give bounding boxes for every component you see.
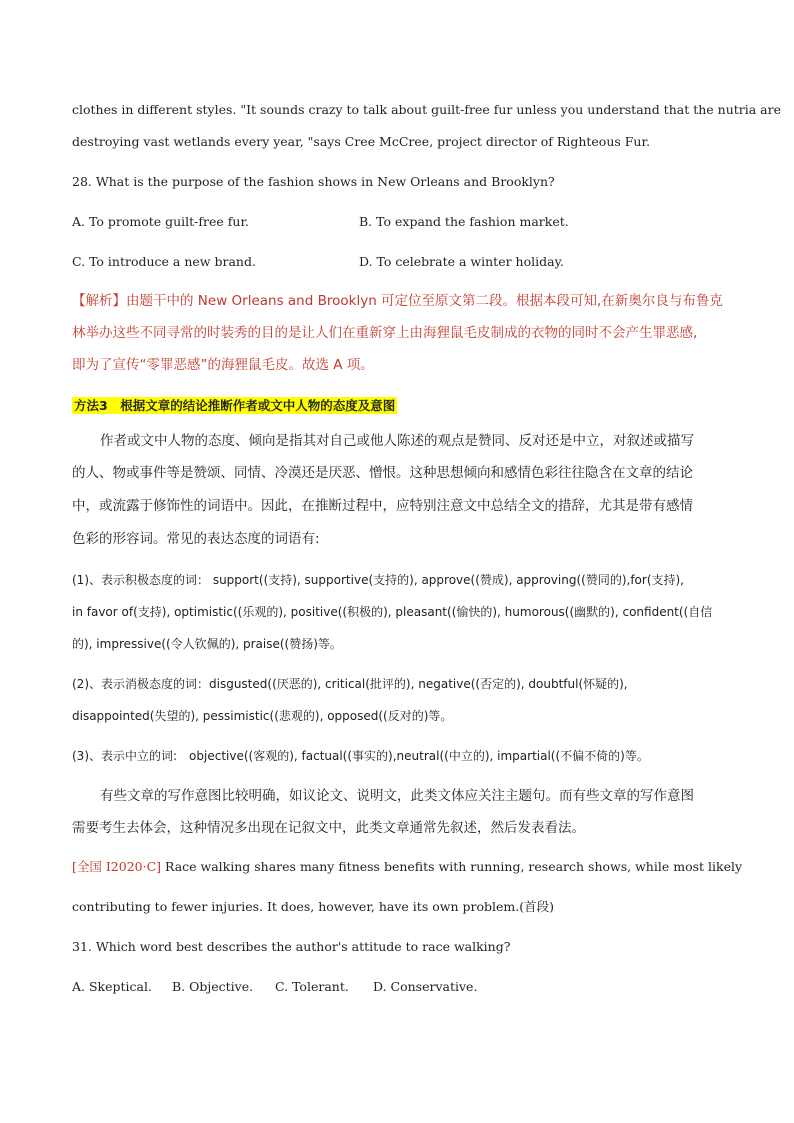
q28-option-c: C. To introduce a new brand. <box>72 254 256 269</box>
q31-option-a: A. Skeptical. <box>72 979 152 994</box>
intro-para-line-1: 作者或文中人物的态度、倾向是指其对自己或他人陈述的观点是赞同、反对还是中立，对叙述或描写 <box>100 433 694 449</box>
q28-option-b: B. To expand the fashion market. <box>359 214 569 229</box>
example-source: [全国 I2020·C] <box>72 859 162 874</box>
example-text-1: Race walking shares many fitness benefits with running, research shows, while most likely <box>161 859 743 874</box>
example-line-2: contributing to fewer injuries. It does, however, have its own problem.(首段) <box>72 899 554 914</box>
analysis-line-3: 即为了宣传“零罪恶感”的海狸鼠毛皮。故选 A 项。 <box>72 357 374 373</box>
analysis-tag: 【解析】 <box>72 293 126 309</box>
passage-line-2: destroying vast wetlands every year, "says Cree McCree, project director of Righteous Fur. <box>72 134 651 149</box>
analysis-line-1 <box>72 293 723 309</box>
q28-option-a: A. To promote guilt-free fur. <box>72 214 250 229</box>
intro-para-line-2: 的人、物或事件等是赞颂、同情、冷漠还是厌恶、憎恨。这种思想倾向和感情色彩往往隐含在文章的结论 <box>72 465 693 481</box>
intent-para-line-1: 有些文章的写作意图比较明确，如议论文、说明文，此类文体应关注主题句。而有些文章的写作意图 <box>100 788 694 804</box>
example-line-1 <box>72 859 742 875</box>
q31-option-c: C. Tolerant. <box>275 979 349 994</box>
intro-para-line-3: 中，或流露于修饰性的词语中。因此，在推断过程中，应特别注意文中总结全文的措辞，尤其是带有感情 <box>72 498 693 514</box>
intent-para-line-2: 需要考生去体会，这种情况多出现在记叙文中，此类文章通常先叙述，然后发表看法。 <box>72 820 585 836</box>
positive-words-line-3: 的), impressive((令人钦佩的), praise((赞扬)等。 <box>72 637 342 651</box>
q28-option-d: D. To celebrate a winter holiday. <box>359 254 564 269</box>
question-31: 31. Which word best describes the author's attitude to race walking? <box>72 939 511 954</box>
neutral-words: (3)、表示中立的词: objective((客观的), factual((事实的),neutral((中立的), impartial((不偏不倚的)等。 <box>72 749 649 763</box>
negative-words-line-1: (2)、表示消极态度的词：disgusted((厌恶的), critical(批评的), negative((否定的), doubtful(怀疑的), <box>72 677 628 691</box>
q31-option-b: B. Objective. <box>172 979 254 994</box>
method-3-heading: 方法3 根据文章的结论推断作者或文中人物的态度及意图 <box>74 398 396 413</box>
question-28: 28. What is the purpose of the fashion shows in New Orleans and Brooklyn? <box>72 174 555 189</box>
passage-line-1: clothes in different styles. "It sounds crazy to talk about guilt-free fur unless you understand that the nutria are <box>72 102 782 117</box>
analysis-line-2: 林举办这些不同寻常的时装秀的目的是让人们在重新穿上由海狸鼠毛皮制成的衣物的同时不会产生罪恶感, <box>72 325 698 341</box>
positive-words-line-2: in favor of(支持), optimistic((乐观的), positive((积极的), pleasant((愉快的), humorous((幽默的), confident((自信 <box>72 605 713 619</box>
negative-words-line-2: disappointed(失望的), pessimistic((悲观的), opposed((反对的)等。 <box>72 709 453 723</box>
positive-words-line-1: (1)、表示积极态度的词： support((支持), supportive(支持的), approve((赞成), approving((赞同的),for(支持), <box>72 573 684 587</box>
analysis-text-1: 由题干中的 New Orleans and Brooklyn 可定位至原文第二段。根据本段可知,在新奥尔良与布鲁克 <box>126 293 723 309</box>
intro-para-line-4: 色彩的形容词。常见的表达态度的词语有: <box>72 531 320 547</box>
q31-option-d: D. Conservative. <box>373 979 478 994</box>
